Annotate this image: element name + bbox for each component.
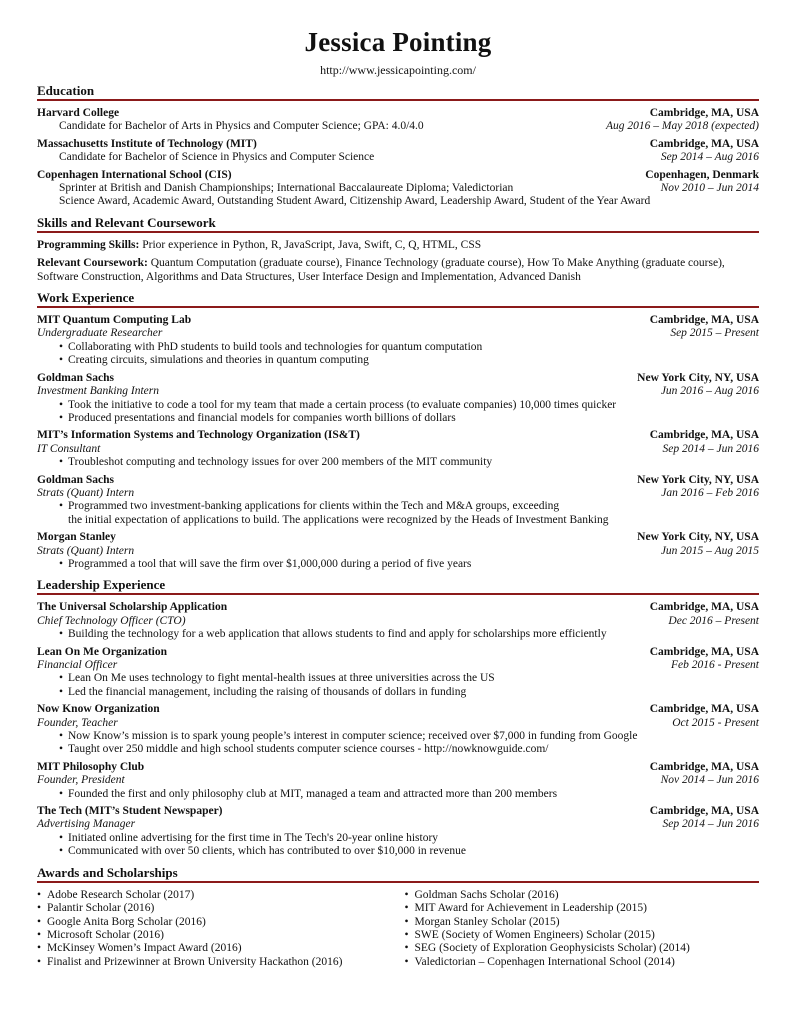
entry-org: The Universal Scholarship Application: [37, 601, 228, 614]
entry-org: MIT Philosophy Club: [37, 760, 145, 773]
entry-org: Goldman Sachs: [37, 473, 115, 486]
bullet-item: • Communicated with over 50 clients, which has contributed to over $10,000 in revenue: [59, 845, 759, 858]
section-title: Education: [37, 83, 759, 101]
education-entry: [37, 169, 759, 209]
entry-location: Cambridge, MA, USA: [649, 760, 759, 773]
education-section: [37, 83, 759, 209]
bullet-item: • Building the technology for a web application that allows students to find and apply for scholarships more efficiently: [59, 628, 759, 641]
entry-date: Sep 2015 – Present: [670, 327, 759, 340]
bullet-item: • Collaborating with PhD students to build tools and technologies for quantum computation: [59, 341, 759, 354]
entry-org: MIT Quantum Computing Lab: [37, 314, 192, 327]
awards-columns: [37, 889, 759, 969]
bullet-item: • Programmed two investment-banking applications for clients within the Tech and M&A groups, exceeding: [59, 500, 759, 513]
entry-role: Strats (Quant) Intern: [37, 544, 135, 557]
award-item: • Palantir Scholar (2016): [37, 902, 392, 915]
entry-org: Massachusetts Institute of Technology (MIT): [37, 137, 257, 150]
award-item: • Finalist and Prizewinner at Brown University Hackathon (2016): [37, 956, 392, 969]
award-item: • McKinsey Women’s Impact Award (2016): [37, 942, 392, 955]
education-entry: [37, 107, 759, 134]
award-item: • Microsoft Scholar (2016): [37, 929, 392, 942]
bullet-list: [37, 628, 759, 641]
entry-location: Cambridge, MA, USA: [649, 314, 759, 327]
entry-org: Morgan Stanley: [37, 531, 116, 544]
entry-location: Cambridge, MA, USA: [649, 645, 759, 658]
entry-date: Sep 2014 – Aug 2016: [660, 151, 759, 164]
entry-org: Harvard College: [37, 107, 120, 119]
leadership-entry: [37, 805, 759, 859]
entry-role: Founder, Teacher: [37, 716, 118, 729]
leadership-entry: [37, 761, 759, 801]
leadership-entry: [37, 703, 759, 757]
bullet-list: [37, 558, 759, 571]
work-section: [37, 290, 759, 571]
bullet-item: • Founded the first and only philosophy club at MIT, managed a team and attracted more than 200 members: [59, 788, 759, 801]
bullet-list: [37, 672, 759, 699]
bullet-item: • Produced presentations and financial models for companies worth billions of dollars: [59, 412, 759, 425]
entry-date: Sep 2014 – Jun 2016: [662, 442, 759, 455]
entry-org: Copenhagen International School (CIS): [37, 168, 232, 181]
entry-role: Investment Banking Intern: [37, 385, 159, 398]
bullet-item: • Lean On Me uses technology to fight mental-health issues at three universities across the US: [59, 672, 759, 685]
entry-description: Sprinter at British and Danish Championships; International Baccalaureate Diploma; Valedictorian: [59, 182, 514, 195]
entry-date: Oct 2015 - Present: [672, 716, 759, 729]
bullet-item: • Taught over 250 middle and high school students computer science courses - http://nowknowguide.com/: [59, 743, 759, 756]
bullet-list: [37, 399, 759, 426]
entry-description: Candidate for Bachelor of Arts in Physics and Computer Science; GPA: 4.0/4.0: [59, 120, 424, 133]
work-entry: [37, 531, 759, 571]
leadership-section: [37, 577, 759, 858]
bullet-item: • Led the financial management, including the raising of thousands of dollars in funding: [59, 686, 759, 699]
entry-org: MIT’s Information Systems and Technology Organization (IS&T): [37, 429, 360, 442]
award-item: • SWE (Society of Women Engineers) Scholar (2015): [405, 929, 760, 942]
award-item: • Google Anita Borg Scholar (2016): [37, 916, 392, 929]
programming-skills: [37, 239, 759, 252]
entry-date: Nov 2014 – Jun 2016: [660, 774, 759, 787]
leadership-entry: [37, 646, 759, 700]
award-item: • Adobe Research Scholar (2017): [37, 889, 392, 902]
entry-role: IT Consultant: [37, 442, 101, 455]
entry-location: Copenhagen, Denmark: [645, 168, 759, 181]
entry-date: Aug 2016 – May 2018 (expected): [606, 120, 759, 133]
skills-section: [37, 215, 759, 284]
entry-org: The Tech (MIT’s Student Newspaper): [37, 805, 223, 818]
entry-org: Now Know Organization: [37, 703, 160, 716]
award-item: • Valedictorian – Copenhagen International School (2014): [405, 956, 760, 969]
website-link[interactable]: http://www.jessicapointing.com/: [320, 63, 476, 77]
entry-description: Candidate for Bachelor of Science in Physics and Computer Science: [59, 151, 375, 164]
work-entry: [37, 314, 759, 368]
entry-location: New York City, NY, USA: [637, 473, 759, 486]
relevant-coursework: [37, 257, 759, 284]
bullet-item: • Initiated online advertising for the first time in The Tech's 20-year online history: [59, 832, 759, 845]
skill-text: Quantum Computation (graduate course), Finance Technology (graduate course), How To Make Anything (graduate course), Software Construction, Algorithms and Data Structures, User Interface Design and Implementation, Advanced Danish: [37, 257, 725, 283]
bullet-list: [37, 788, 759, 801]
entry-date: Sep 2014 – Jun 2016: [662, 818, 759, 831]
entry-role: Financial Officer: [37, 659, 118, 671]
education-entry: [37, 138, 759, 165]
bullet-item: • Troubleshot computing and technology issues for over 200 members of the MIT community: [59, 456, 759, 469]
bullet-list: [37, 500, 759, 513]
skill-label: Programming Skills:: [37, 238, 140, 251]
bullet-list: [37, 456, 759, 469]
skill-text: Prior experience in Python, R, JavaScript, Java, Swift, C, Q, HTML, CSS: [139, 238, 482, 251]
award-item: • Morgan Stanley Scholar (2015): [405, 916, 760, 929]
entry-role: Advertising Manager: [37, 818, 136, 831]
award-item: • MIT Award for Achievement in Leadership (2015): [405, 902, 760, 915]
bullet-item: • Now Know’s mission is to spark young people’s interest in computer science; received over $7,000 in funding from Google: [59, 730, 759, 743]
entry-date: Jun 2016 – Aug 2016: [660, 385, 759, 398]
bullet-item: • Creating circuits, simulations and theories in quantum computing: [59, 354, 759, 367]
section-title: Awards and Scholarships: [37, 865, 759, 883]
entry-location: Cambridge, MA, USA: [649, 805, 759, 818]
entry-org: Lean On Me Organization: [37, 645, 168, 658]
entry-role: Undergraduate Researcher: [37, 327, 163, 340]
entry-role: Strats (Quant) Intern: [37, 486, 135, 499]
entry-role: Chief Technology Officer (CTO): [37, 614, 186, 627]
section-title: Skills and Relevant Coursework: [37, 215, 759, 233]
bullet-list: [37, 832, 759, 859]
skill-label: Relevant Coursework:: [37, 257, 148, 270]
entry-location: Cambridge, MA, USA: [649, 137, 759, 150]
entry-location: Cambridge, MA, USA: [649, 107, 759, 119]
entry-date: Dec 2016 – Present: [668, 614, 759, 627]
entry-date: Nov 2010 – Jun 2014: [660, 182, 759, 195]
bullet-list: [37, 341, 759, 368]
awards-left-column: [37, 889, 392, 969]
bullet-continuation: the initial expectation of applications to build. The applications were recognized by the Heads of Investment Banking: [68, 513, 609, 526]
entry-location: Cambridge, MA, USA: [649, 703, 759, 716]
bullet-item: • Programmed a tool that will save the firm over $1,000,000 during a period of five years: [59, 558, 759, 571]
entry-location: Cambridge, MA, USA: [649, 601, 759, 614]
leadership-entry: [37, 601, 759, 641]
entry-location: New York City, NY, USA: [637, 371, 759, 384]
award-item: • Goldman Sachs Scholar (2016): [405, 889, 760, 902]
work-entry: [37, 372, 759, 426]
entry-date: Jun 2015 – Aug 2015: [660, 544, 759, 557]
awards-right-column: [392, 889, 760, 969]
awards-section: [37, 865, 759, 969]
work-entry: [37, 429, 759, 469]
resume-name: Jessica Pointing: [304, 27, 492, 57]
award-item: • SEG (Society of Exploration Geophysicists Scholar) (2014): [405, 942, 760, 955]
section-title: Work Experience: [37, 290, 759, 308]
entry-location: Cambridge, MA, USA: [649, 429, 759, 442]
bullet-item: • Took the initiative to code a tool for my team that made a certain process (to evaluate companies) 10,000 times quicker: [59, 399, 759, 412]
entry-date: Feb 2016 - Present: [670, 659, 759, 671]
entry-description-continued: Science Award, Academic Award, Outstanding Student Award, Citizenship Award, Leadership Award, Student of the Year Award: [59, 195, 651, 208]
section-title: Leadership Experience: [37, 577, 759, 595]
bullet-list: [37, 730, 759, 757]
entry-location: New York City, NY, USA: [637, 531, 759, 544]
entry-org: Goldman Sachs: [37, 371, 115, 384]
entry-role: Founder, President: [37, 774, 125, 787]
work-entry: [37, 474, 759, 528]
entry-date: Jan 2016 – Feb 2016: [661, 486, 759, 499]
